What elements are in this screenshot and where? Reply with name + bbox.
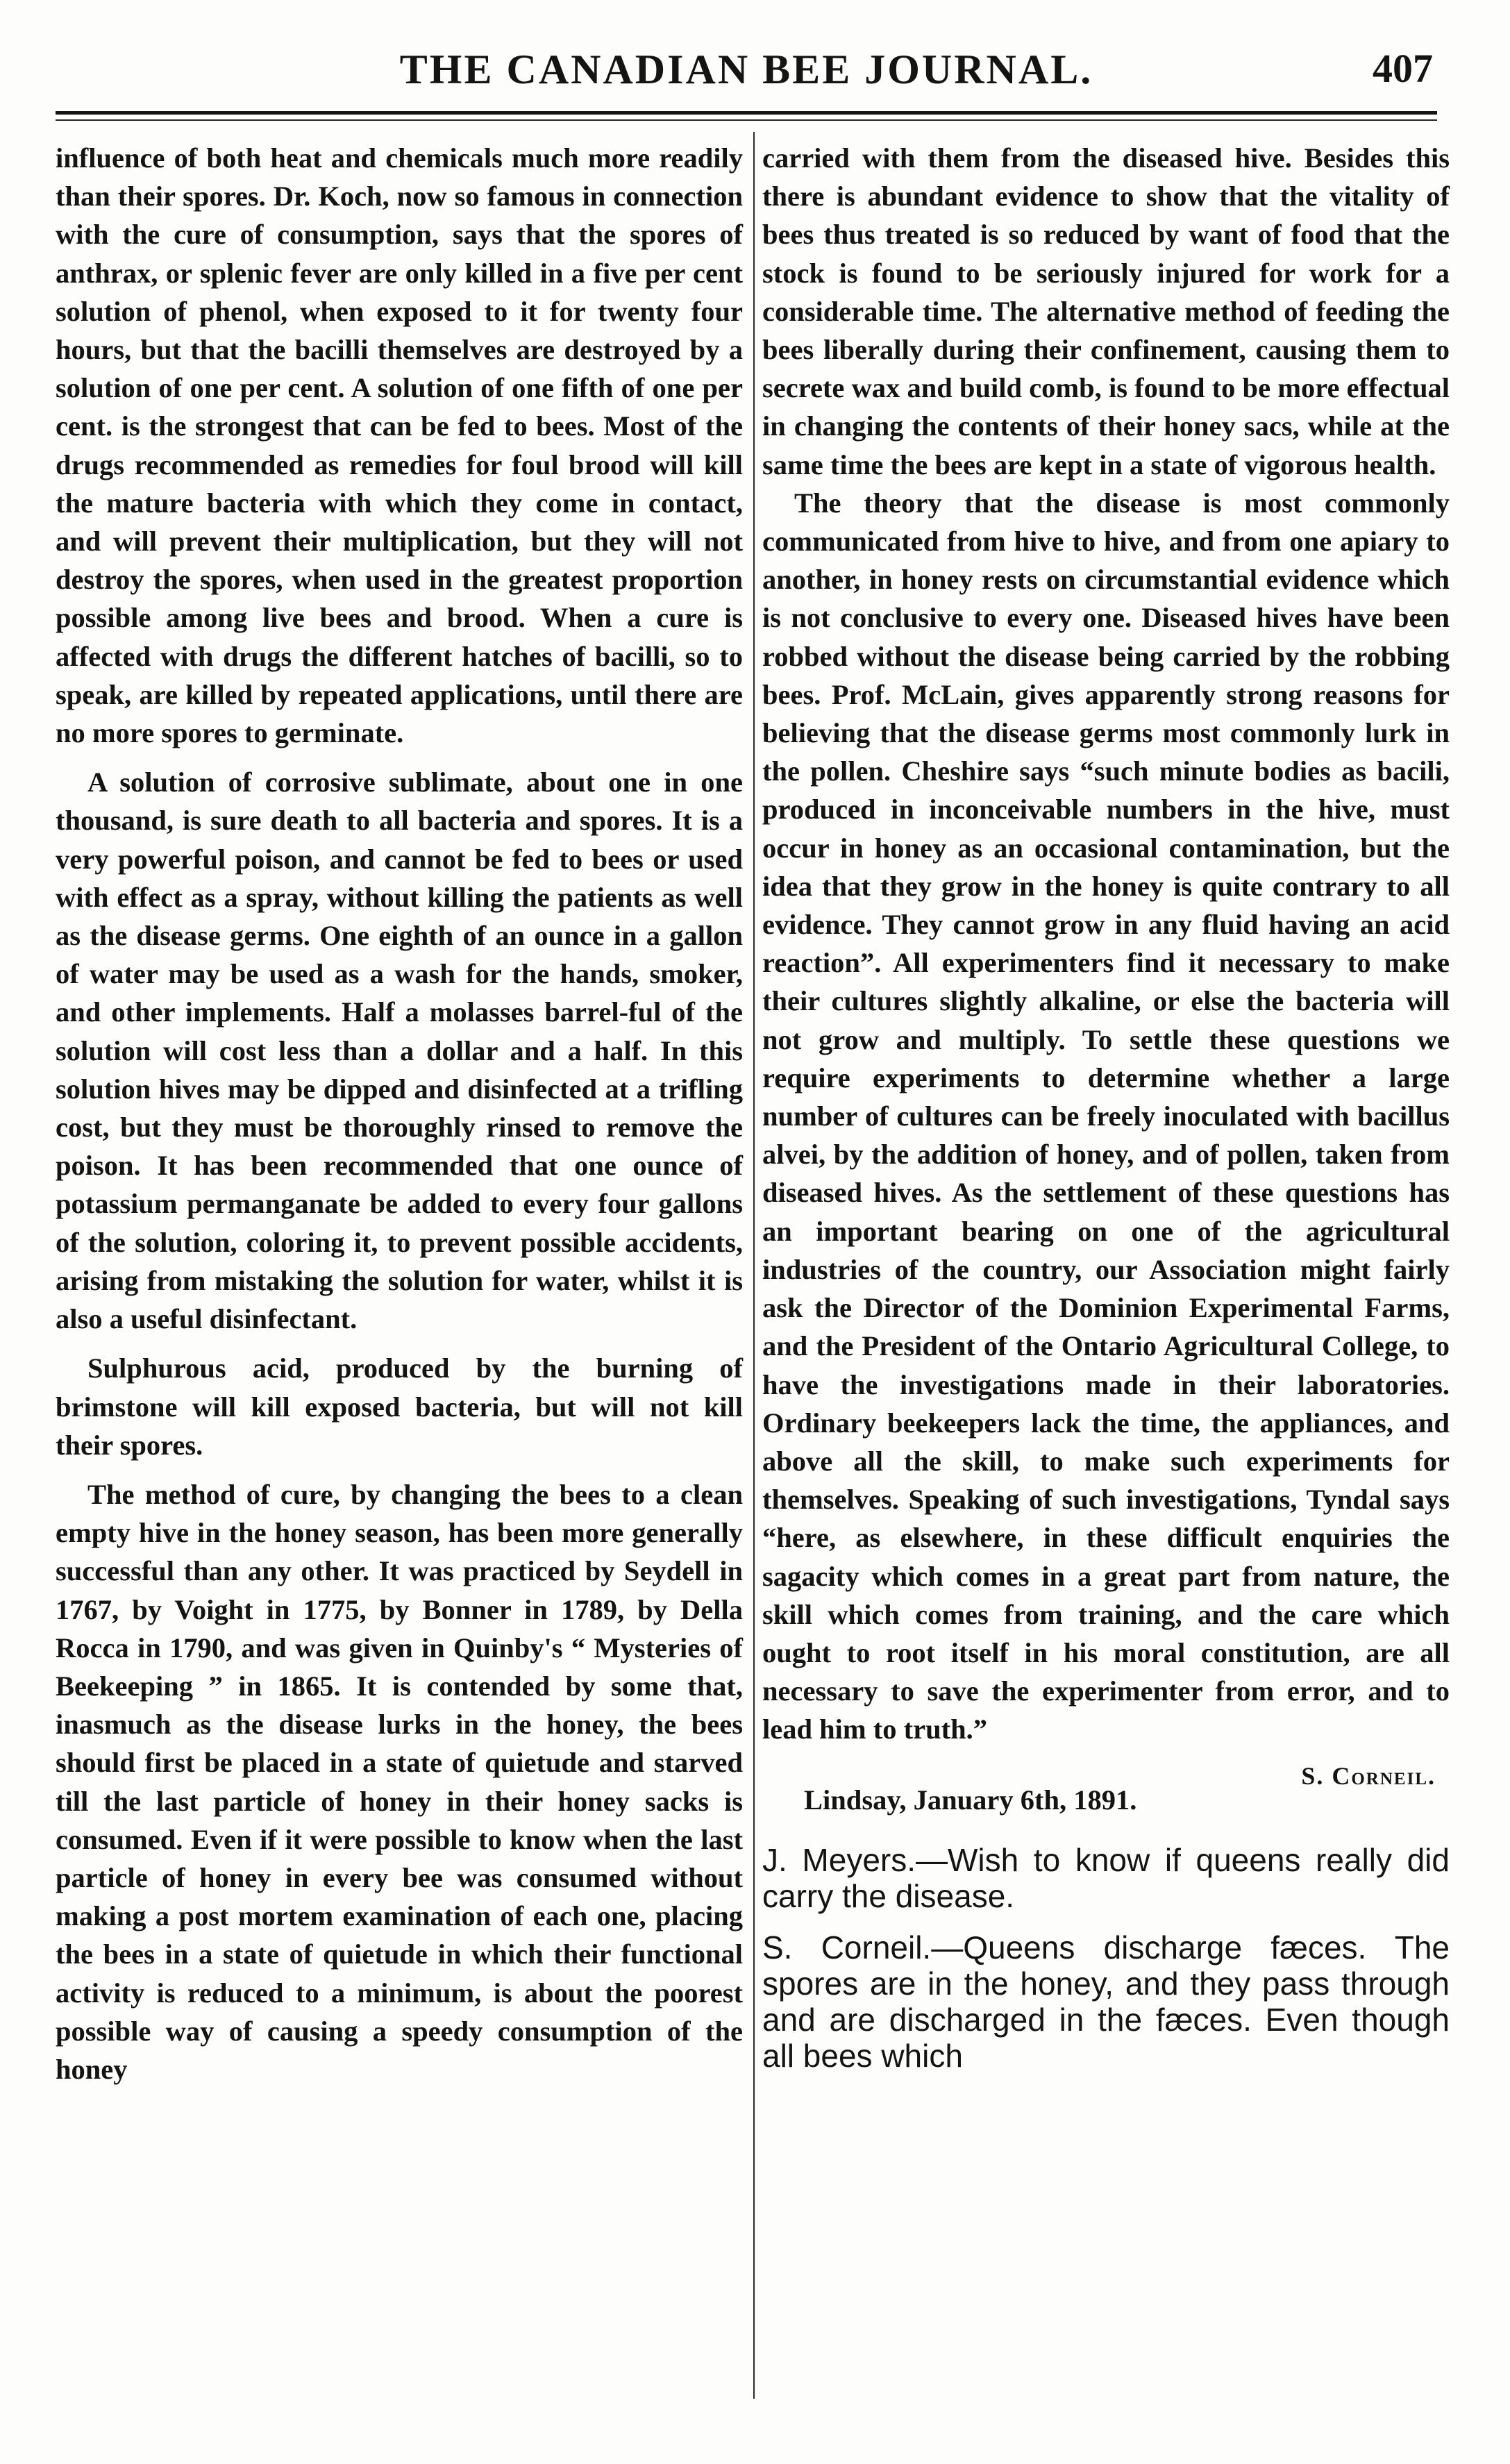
left-column	[56, 139, 743, 2088]
paragraph: carried with them from the diseased hive. Besides this there is abundant evidence to show that the vitality of bees thus treated is so reduced by want of food that the stock is found to be seriously injured for work for a considerable time. The alternative method of feeding the bees liberally during their confinement, causing them to secrete wax and build comb, is found to be more effectual in changing the contents of their honey sacs, while at the same time the bees are kept in a state of vigorous health.	[762, 142, 1450, 480]
place-date: Lindsay, January 6th, 1891.	[804, 1784, 1137, 1816]
column-divider	[753, 132, 755, 2399]
paragraph: The method of cure, by changing the bees to a clean empty hive in the honey season, has been more generally successful than any other. It was practiced by Seydell in 1767, by Voight in 1775, by Bonner in 1789, by Della Rocca in 1790, and was given in Quinby's “ Mysteries of Beekeeping ” in 1865. It is contended by some that, inasmuch as the disease lurks in the honey, the bees should first be placed in a state of quietude and starved till the last particle of honey in their honey sacks is consumed. Even if it were possible to know when the last particle of honey in every bee was consumed without making a post mortem examination of each one, placing the bees in a state of quietude in which their functional activity is reduced to a minimum, is about the poorest possible way of causing a speedy consumption of the honey	[56, 1478, 743, 2085]
discussion-entry: S. Corneil.—Queens discharge fæces. The spores are in the honey, and they pass through and are discharged in the fæces. Even though all bees which	[762, 1929, 1450, 2074]
signoff	[762, 1749, 1450, 1827]
signature: S. Corneil.	[1301, 1761, 1436, 1790]
page-header	[56, 43, 1437, 106]
header-rule-thick	[56, 111, 1437, 115]
header-rule-thin	[56, 119, 1437, 121]
discussion-entry: J. Meyers.—Wish to know if queens really did carry the disease.	[762, 1841, 1450, 1914]
right-column	[762, 139, 1450, 2074]
paragraph: The theory that the disease is most commonly communicated from hive to hive, and from one apiary to another, in honey rests on circumstantial evidence which is not conclusive to every one. Diseased hives have been robbed without the disease being carried by the robbing bees. Prof. McLain, gives apparently strong reasons for believing that the disease germs most commonly lurk in the pollen. Cheshire says “such minute bodies as bacili, produced in inconceivable numbers in the hive, must occur in honey as an occasional contamination, but the idea that they grow in the honey is quite contrary to all evidence. They cannot grow in any fluid having an acid reaction”. All experimenters find it necessary to make their cultures slightly alkaline, or else the bacteria will not grow and multiply. To settle these questions we require experiments to determine whether a large number of cultures can be freely inoculated with bacillus alvei, by the addition of honey, and of pollen, taken from diseased hives. As the settlement of these questions has an important bearing on one of the agricultural industries of the country, our Association might fairly ask the Director of the Dominion Experimental Farms, and the President of the Ontario Agricultural College, to have the investigations made in their laboratories. Ordinary beekeepers lack the time, the appliances, and above all the skill, to make such experiments for themselves. Speaking of such investigations, Tyndal says “here, as elsewhere, in these difficult enquiries the sagacity which comes in a great part from nature, the skill which comes from training, and the care which ought to root itself in his moral constitution, are all necessary to save the experimenter from error, and to lead him to truth.”	[762, 487, 1450, 1745]
paragraph: influence of both heat and chemicals much more readily than their spores. Dr. Koch, now so famous in connection with the cure of consumption, says that the spores of anthrax, or splenic fever are only killed in a five per cent solution of phenol, when exposed to it for twenty four hours, but that the bacilli themselves are destroyed by a solution of one per cent. A solution of one fifth of one per cent. is the strongest that can be fed to bees. Most of the drugs recommended as remedies for foul brood will kill the mature bacteria with which they come in contact, and will prevent their multiplication, but they will not destroy the spores, when used in the greatest proportion possible among live bees and brood. When a cure is affected with drugs the different hatches of bacilli, so to speak, are killed by repeated applications, until there are no more spores to germinate.	[56, 142, 743, 749]
paragraph: Sulphurous acid, produced by the burning of brimstone will kill exposed bacteria, but will not kill their spores.	[56, 1352, 743, 1461]
paragraph: A solution of corrosive sublimate, about one in one thousand, is sure death to all bacteria and spores. It is a very powerful poison, and cannot be fed to bees or used with effect as a spray, without killing the patients as well as the disease germs. One eighth of an ounce in a gallon of water may be used as a wash for the hands, smoker, and other implements. Half a molasses barrel-ful of the solution will cost less than a dollar and a half. In this solution hives may be dipped and disinfected at a trifling cost, but they must be thoroughly rinsed to remove the poison. It has been recommended that one ounce of potassium permanganate be added to every four gallons of the solution, coloring it, to prevent possible accidents, arising from mistaking the solution for water, whilst it is also a useful disinfectant.	[56, 766, 743, 1335]
running-title: THE CANADIAN BEE JOURNAL.	[399, 47, 1093, 92]
page-number: 407	[1373, 46, 1433, 91]
